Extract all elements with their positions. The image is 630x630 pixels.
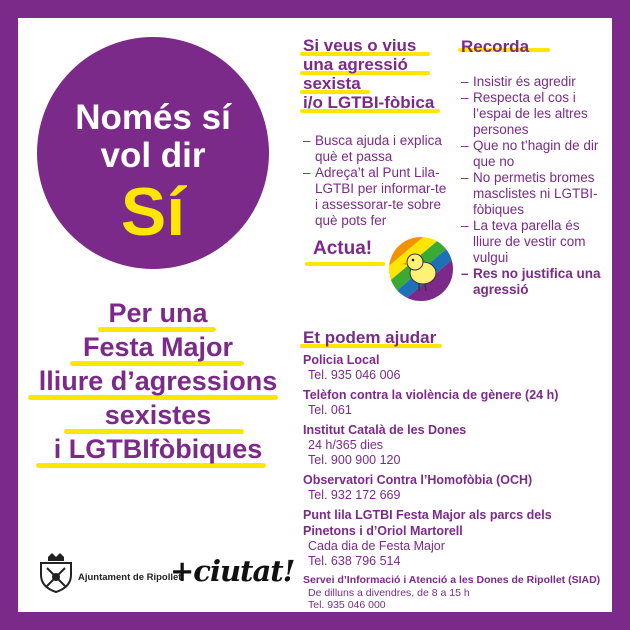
tagline-line: sexistes (104, 400, 212, 430)
list-item: – No permetis bromes masclistes ni LGTBI-fòbiques (461, 170, 606, 218)
left-column-list (303, 133, 453, 229)
contact-detail: 24 h/365 dies (308, 438, 384, 452)
heading-line: una agressió (303, 55, 408, 74)
contact-detail: Tel. 061 (308, 403, 352, 417)
contact-detail: De dilluns a divendres, de 8 a 15 h (308, 587, 470, 599)
list-item: – Busca ajuda i explica què et passa (303, 133, 453, 165)
contact-name: Punt lila LGTBI Festa Major als parcs dels Pinetons i d’Oriol Martorell (303, 508, 552, 538)
heading-line: sexista (303, 74, 361, 93)
contact-detail: Cada dia de Festa Major (308, 539, 445, 553)
list-item: – Insistir és agredir (461, 74, 606, 90)
underline (305, 262, 385, 266)
contact-detail: Tel. 935 046 006 (308, 368, 401, 382)
contact-name: Observatori Contra l’Homofòbia (OCH) (303, 473, 533, 487)
list-item: – Que no t’hagin de dir que no (461, 138, 606, 170)
contact-detail: Tel. 935 046 000 (308, 599, 386, 611)
contact-name: Policia Local (303, 353, 380, 367)
list-item-emphasis: – Res no justifica una agressió (461, 266, 606, 298)
rainbow-chick-icon (389, 237, 453, 301)
tagline-line: Festa Major (82, 332, 234, 362)
headline-line-2: vol dir (100, 136, 206, 175)
headline-circle (37, 37, 269, 269)
municipal-shield-icon (38, 553, 74, 593)
contact-detail: Tel. 932 172 669 (308, 488, 401, 502)
help-section (303, 328, 603, 611)
contact-name: Institut Català de les Dones (303, 423, 467, 437)
contact-detail: Tel. 900 900 120 (308, 453, 401, 467)
headline-line-3: Sí (120, 174, 186, 250)
tagline-line: lliure d’agressions (38, 366, 278, 396)
headline-line-1: Només sí (75, 98, 231, 137)
right-column-list (461, 74, 606, 298)
tagline-line: i LGTBIfòbiques (53, 434, 263, 464)
list-item: – Respecta el cos i l’espai de les altres persones (461, 90, 606, 138)
brand-logo: +ciutat! (170, 554, 295, 588)
contact-name: Telèfon contra la violència de gènere (24 h) (303, 388, 559, 402)
list-item: – Adreça’t al Punt Lila-LGTBI per informar-te i assessorar-te sobre què pots fer (303, 165, 453, 229)
logo-text: Ajuntament de Ripollet (78, 572, 182, 583)
list-item: – La teva parella és lliure de vestir com vulgui (461, 218, 606, 266)
heading-line: i/o LGTBI-fòbica (303, 93, 435, 112)
action-label: Actua! (313, 238, 373, 259)
heading-line: Si veus o vius (303, 36, 417, 55)
contact-detail: Tel. 638 796 514 (308, 554, 401, 568)
contact-name: Servei d’Informació i Atenció a les Dones de Ripollet (SIAD) (303, 574, 601, 586)
footer (38, 553, 74, 593)
tagline-line: Per una (108, 298, 208, 328)
left-column-heading (303, 36, 453, 112)
tagline (20, 296, 296, 466)
right-column-heading: Recorda (461, 37, 530, 56)
help-heading: Et podem ajudar (303, 328, 437, 347)
